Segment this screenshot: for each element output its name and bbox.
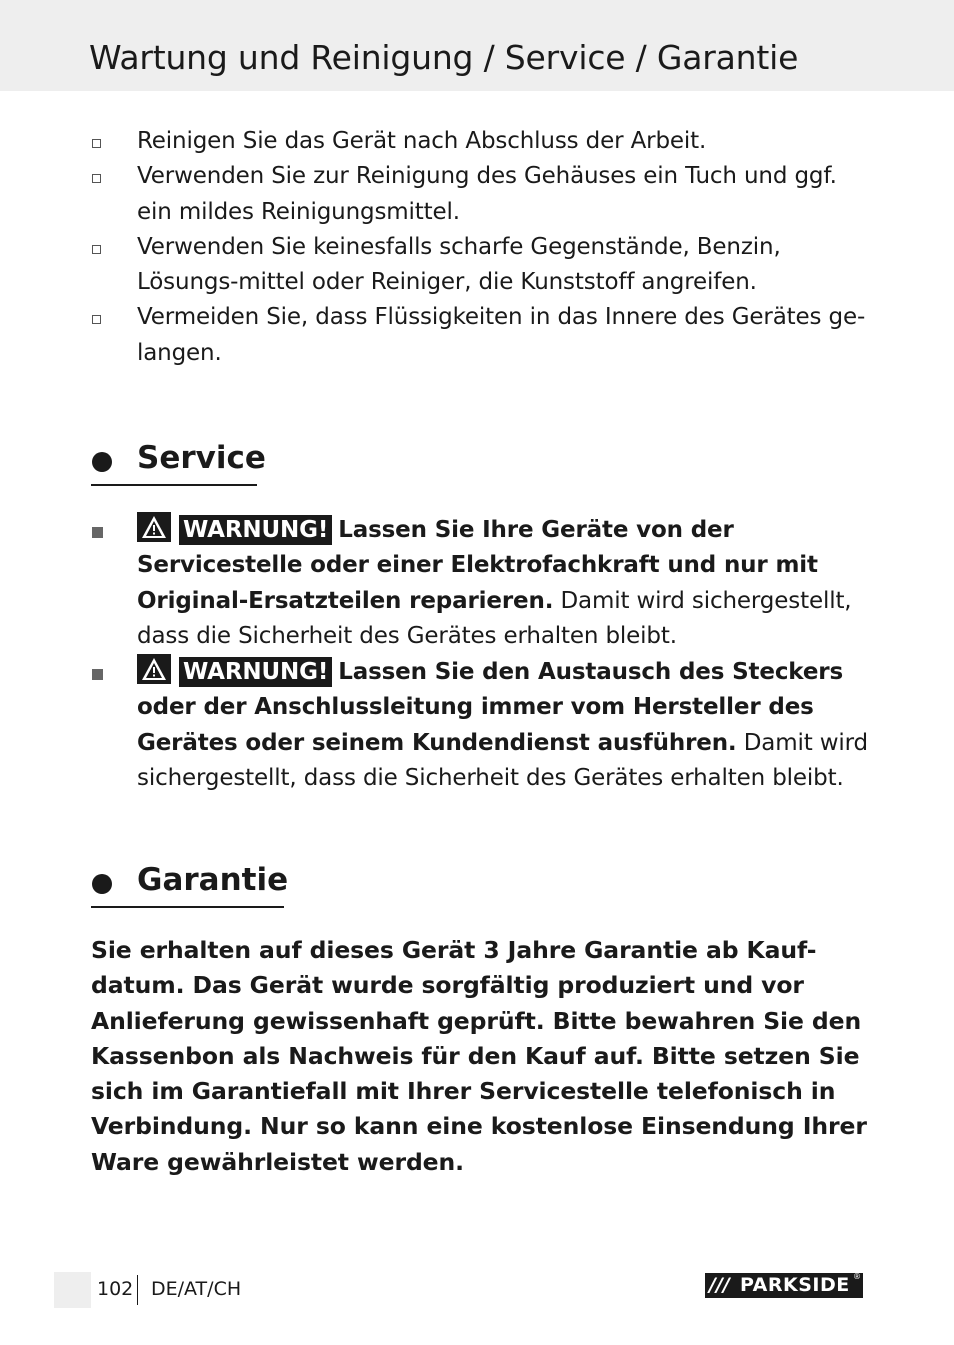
list-item-text: Verwenden Sie zur Reinigung des Gehäuses ein Tuch und ggf. ein mildes Reinigungsmittel. [137,163,837,225]
logo-brand-name: PARKSIDE [740,1274,850,1296]
garantie-paragraph: Sie erhalten auf dieses Gerät 3 Jahre Garantie ab Kauf-datum. Das Gerät wurde sorgfältig produziert und vor Anlieferung gewissenhaft geprüft. Bitte bewahren Sie den Kassenbon als Nachweis für den Kauf auf. Bitte setzen Sie sich im Garantiefall mit Ihrer Servicestelle telefonisch in Verbindung. Nur so kann eine kostenlose Einsendung Ihrer Ware gewährleistet werden. [91,936,867,1176]
garantie-heading [91,858,289,908]
logo-slashes: /// [709,1274,730,1296]
warning-triangle-icon [137,654,171,684]
page-number: 102 [97,1278,134,1300]
cleaning-list [91,124,871,371]
square-bullet-icon [92,669,103,680]
square-bullet-icon [92,527,103,538]
checkbox-bullet-icon [92,315,101,324]
registered-mark: ® [853,1272,861,1281]
footer-divider [137,1275,138,1305]
list-item-text: Verwenden Sie keinesfalls scharfe Gegenstände, Benzin, Lösungs-mittel oder Reiniger, die Kunststoff angreifen. [137,233,781,296]
list-item [91,300,871,371]
warning-item [91,512,871,654]
warning-item [91,654,871,796]
service-heading-text: Service [137,440,266,476]
warning-normal-text: Damit wird sichergestellt, dass die Sicherheit des Gerätes erhalten bleibt. [137,729,868,792]
list-item [91,159,871,230]
page-title: Wartung und Reinigung / Service / Garantie [89,38,799,77]
garantie-heading-text: Garantie [137,862,289,898]
bullet-dot-icon [92,874,112,894]
list-item-text: Vermeiden Sie, dass Flüssigkeiten in das Innere des Gerätes ge-langen. [137,304,866,366]
checkbox-bullet-icon [92,139,101,148]
warning-bold-text: Lassen Sie Ihre Geräte von der Servicestelle oder einer Elektrofachkraft und nur mit Original-Ersatzteilen reparieren. [137,517,818,614]
checkbox-bullet-icon [92,174,101,183]
bullet-dot-icon [92,452,112,472]
warning-normal-text: Damit wird sichergestellt, dass die Sicherheit des Gerätes erhalten bleibt. [137,587,852,649]
list-item [91,124,871,159]
service-heading [91,436,266,486]
warning-badge: WARNUNG! [179,515,332,545]
footer-marker-box [54,1272,91,1308]
parkside-logo [705,1273,863,1298]
checkbox-bullet-icon [92,245,101,254]
warning-triangle-icon [137,512,171,542]
warning-bold-text: Lassen Sie den Austausch des Steckers oder der Anschlussleitung immer vom Hersteller des Gerätes oder seinem Kundendienst ausführen. [137,659,844,756]
list-item-text: Reinigen Sie das Gerät nach Abschluss der Arbeit. [137,128,707,154]
list-item [91,230,871,301]
service-warning-list [91,512,871,796]
language-codes: DE/AT/CH [151,1278,242,1300]
warning-badge: WARNUNG! [179,657,332,687]
